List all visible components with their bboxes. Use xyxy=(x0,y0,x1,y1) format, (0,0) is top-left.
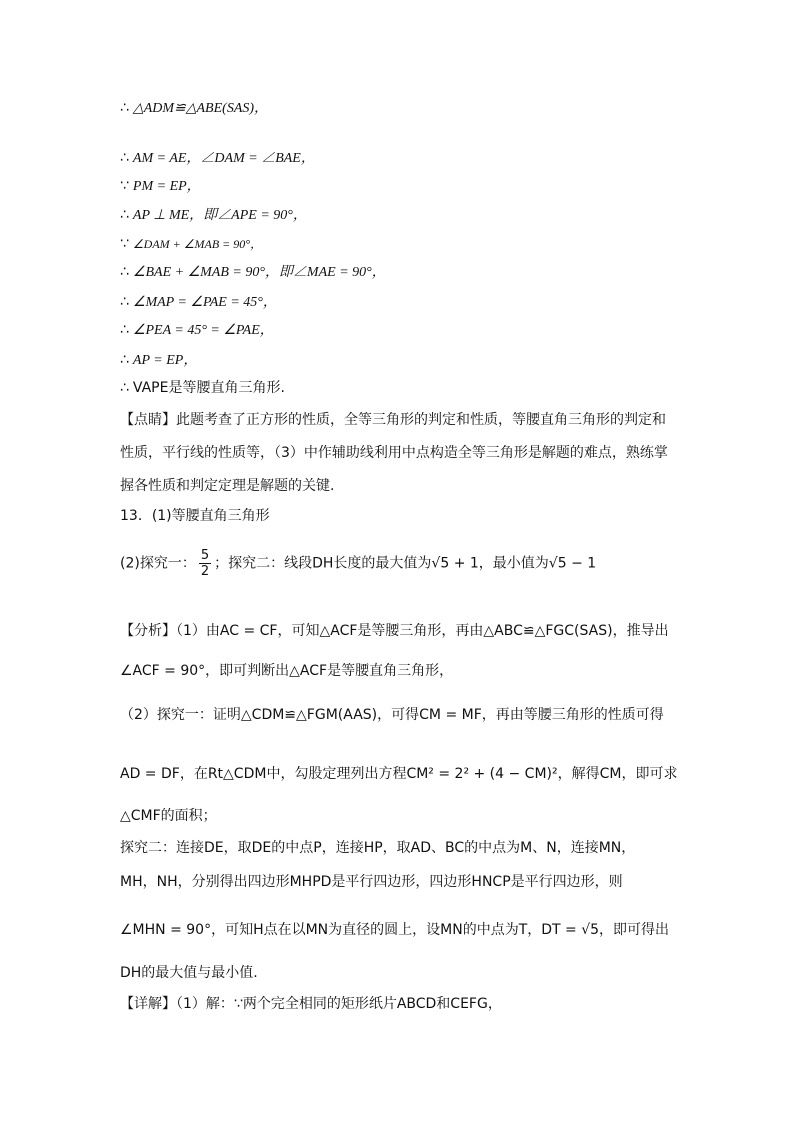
fraction xyxy=(199,548,211,579)
line-8 xyxy=(120,320,274,341)
line-14: 13．(1)等腰直角三角形 xyxy=(120,508,270,524)
line-23: ∠MHN = 90°，可知H点在以MN为直径的圆上，设MN的中点为T，DT = √5，即可得出 xyxy=(120,922,670,938)
math-expression: ∠PEA = 45° = ∠PAE， xyxy=(132,323,274,338)
line-9 xyxy=(120,350,197,371)
math-expression: PM = EP， xyxy=(132,179,201,194)
math-expression: AM = AE，∠DAM = ∠BAE， xyxy=(132,151,315,166)
therefore-symbol: ∴ xyxy=(120,100,129,116)
line-24: DH的最大值与最小值. xyxy=(120,965,258,981)
line-21: 探究二：连接DE，取DE的中点P，连接HP，取AD、BC的中点为M、N，连接MN， xyxy=(120,840,636,856)
line-1 xyxy=(120,98,268,119)
math-expression: AP ⊥ ME，即∠APE = 90°， xyxy=(132,208,307,223)
line-18: （2）探究一：证明△CDM≌△FGM(AAS)，可得CM = MF，再由等腰三角形的性质可得 xyxy=(120,707,664,723)
line-2 xyxy=(120,148,315,169)
conclusion-text: VAPE是等腰直角三角形. xyxy=(132,380,285,396)
line-19: AD = DF，在Rt△CDM中，勾股定理列出方程CM² = 2² + (4 − CM)²，解得CM，即可求 xyxy=(120,766,678,782)
line-13: 握各性质和判定定理是解题的关键. xyxy=(120,478,335,494)
answer-suffix: ；探究二：线段DH长度的最大值为√5 + 1，最小值为√5 − 1 xyxy=(214,555,597,572)
line-10 xyxy=(120,378,285,398)
line-6 xyxy=(120,262,386,283)
line-22: MH，NH，分别得出四边形MHPD是平行四边形，四边形HNCP是平行四边形，则 xyxy=(120,874,623,890)
math-expression: ∠BAE + ∠MAB = 90°，即∠MAE = 90°， xyxy=(132,265,386,280)
fraction-denominator: 2 xyxy=(200,564,210,579)
therefore-symbol: ∴ xyxy=(120,380,129,396)
line-7 xyxy=(120,292,277,313)
therefore-symbol: ∴ xyxy=(120,352,129,368)
therefore-symbol: ∴ xyxy=(120,264,129,280)
therefore-symbol: ∴ xyxy=(120,294,129,310)
math-expression: AP = EP， xyxy=(132,353,198,368)
line-3 xyxy=(120,176,201,197)
fraction-numerator: 5 xyxy=(200,548,210,563)
math-expression: ∠DAM + ∠MAB = 90°， xyxy=(132,237,263,251)
math-expression: △ADM≌△ABE(SAS)， xyxy=(132,101,269,116)
line-4 xyxy=(120,205,307,226)
line-20: △CMF的面积； xyxy=(120,808,217,824)
therefore-symbol: ∴ xyxy=(120,150,129,166)
line-16: 【分析】（1）由AC = CF，可知△ACF是等腰三角形，再由△ABC≌△FGC(SAS)，推导出 xyxy=(120,623,669,639)
therefore-symbol: ∴ xyxy=(120,322,129,338)
math-expression: ∠MAP = ∠PAE = 45°， xyxy=(132,295,277,310)
because-symbol: ∵ xyxy=(120,178,129,194)
because-symbol: ∵ xyxy=(120,236,129,252)
answer-prefix: (2)探究一： xyxy=(120,555,196,572)
line-17: ∠ACF = 90°，即可判断出△ACF是等腰直角三角形， xyxy=(120,663,454,679)
therefore-symbol: ∴ xyxy=(120,207,129,223)
line-15 xyxy=(120,548,596,579)
line-25: 【详解】（1）解：∵两个完全相同的矩形纸片ABCD和CEFG， xyxy=(120,996,502,1012)
line-5 xyxy=(120,234,262,254)
line-11: 【点睛】此题考查了正方形的性质，全等三角形的判定和性质，等腰直角三角形的判定和 xyxy=(120,412,666,428)
line-12: 性质，平行线的性质等，（3）中作辅助线利用中点构造全等三角形是解题的难点，熟练掌 xyxy=(120,445,668,461)
